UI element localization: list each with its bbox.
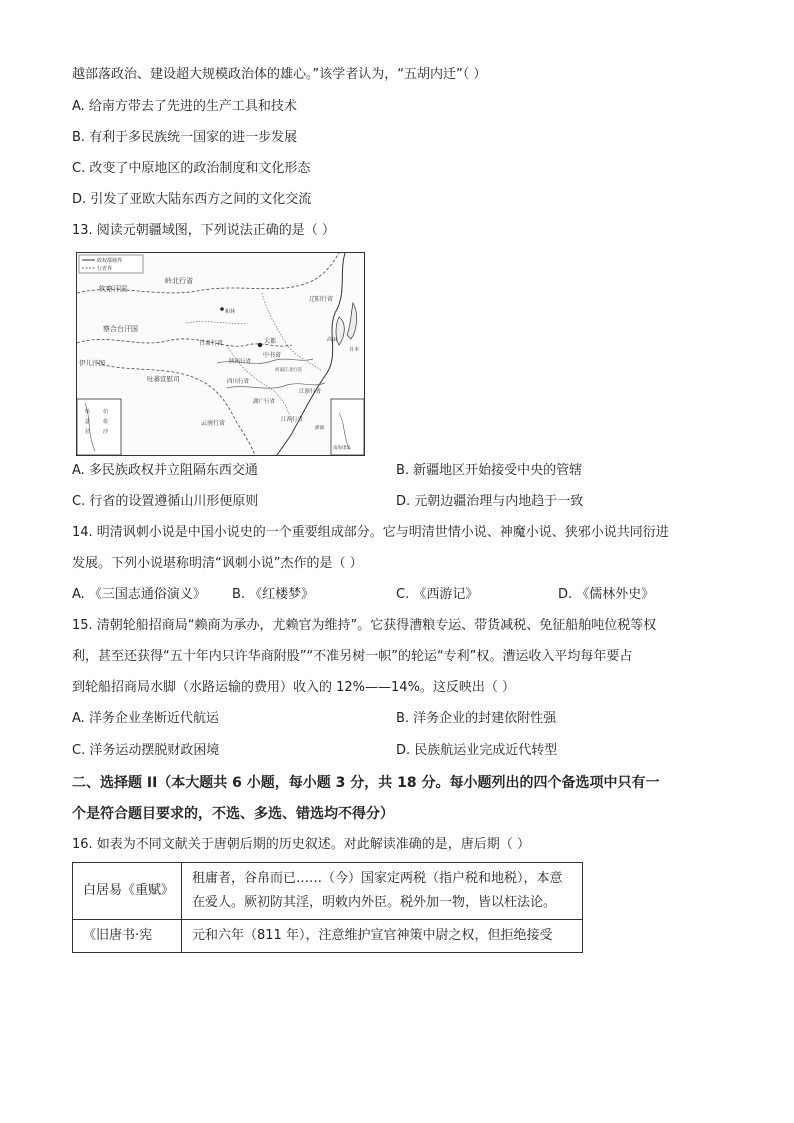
label-liaoyang: 辽阳行省 bbox=[309, 296, 334, 303]
label-inset-1: 哈 bbox=[85, 409, 91, 415]
label-japan: 日本 bbox=[349, 347, 360, 353]
label-inset-5: 依 bbox=[103, 419, 109, 425]
q15-option-b: B. 洋务企业的封建依附性强 bbox=[396, 711, 557, 726]
q14-option-a: A. 《三国志通俗演义》 bbox=[72, 587, 206, 602]
label-lingbei: 岭北行省 bbox=[165, 277, 193, 285]
section2-heading-line1: 二、选择题 II（本大题共 6 小题，每小题 3 分，共 18 分。每小题列出的四个备选项中只有一 bbox=[72, 775, 660, 791]
label-jiangxi: 江西行省 bbox=[281, 417, 304, 423]
label-chagatai: 察合台汗国 bbox=[103, 325, 138, 333]
label-shaanxi: 陕西行省 bbox=[229, 359, 252, 365]
capital-helin-marker bbox=[220, 307, 224, 311]
table-row bbox=[73, 863, 583, 920]
q14-stem-line2: 发展。下列小说堪称明清“讽刺小说”杰作的是（ ） bbox=[72, 556, 363, 571]
section2-heading-line2: 个是符合题目要求的，不选、多选、错选均不得分） bbox=[72, 806, 394, 822]
label-zhongshu: 中书省 bbox=[263, 352, 282, 359]
label-huguang: 湖广行省 bbox=[253, 399, 276, 405]
capital-dadu-marker bbox=[258, 343, 262, 347]
q14-option-c: C. 《西游记》 bbox=[396, 587, 479, 602]
label-jiangzhe: 江浙行省 bbox=[299, 389, 322, 395]
q14-stem-line1: 14. 明清讽刺小说是中国小说史的一个重要组成部分。它与明清世情小说、神魔小说、狭邪小说共同衍进 bbox=[72, 525, 669, 540]
label-tibet: 吐蕃宣慰司 bbox=[147, 375, 180, 383]
label-ilkhanate: 伊儿汗国 bbox=[79, 359, 105, 367]
q15-stem-line2: 利，甚至还获得“五十年内只许华商附股”“不准另树一帜”的轮运“专利”权。漕运收入平均每年要占 bbox=[72, 649, 633, 664]
label-goryeo: 高丽 bbox=[327, 337, 338, 343]
legend-capital-border: 政权都城界 bbox=[97, 258, 123, 264]
table-row bbox=[73, 920, 583, 953]
label-qincha: 钦察汗国 bbox=[99, 285, 127, 293]
q12-option-a: A. 给南方带去了先进的生产工具和技术 bbox=[72, 99, 297, 114]
q12-option-c: C. 改变了中原地区的政治制度和文化形态 bbox=[72, 161, 311, 176]
q15-option-c: C. 洋务运动摆脱财政困境 bbox=[72, 743, 220, 758]
q14-option-d: D. 《儒林外史》 bbox=[558, 587, 655, 602]
label-south-china-sea: 南海诸岛 bbox=[333, 446, 351, 451]
q13-stem: 13. 阅读元朝疆域图，下列说法正确的是（ ） bbox=[72, 223, 335, 238]
q15-stem-line1: 15. 清朝轮船招商局“赖商为承办，尤赖官为维持”。它获得漕粮专运、带货减税、免征船舶吨位税等权 bbox=[72, 618, 657, 633]
label-inset-3: 拉 bbox=[85, 429, 91, 435]
table-cell-content: 元和六年（811 年），注意维护宣官神策中尉之权，但拒绝接受 bbox=[182, 920, 583, 953]
table-cell-content: 租庸者，谷帛而已……（今）国家定两税（指户税和地税），本意在爱人。厥初防其淫，明敕内外臣。税外加一物，皆以枉法论。 bbox=[182, 863, 583, 920]
q16-source-table bbox=[72, 862, 583, 953]
label-helin: 和林 bbox=[225, 309, 236, 315]
q13-option-d: D. 元朝边疆治理与内地趋于一致 bbox=[396, 494, 584, 509]
q13-option-b: B. 新疆地区开始接受中央的管辖 bbox=[396, 463, 583, 478]
legend-province-border: 行省界 bbox=[97, 266, 113, 272]
label-yunnan: 云南行省 bbox=[201, 420, 226, 427]
q12-option-b: B. 有利于多民族统一国家的进一步发展 bbox=[72, 130, 298, 145]
q15-stem-line3: 到轮船招商局水脚（水路运输的费用）收入的 12%——14%。这反映出（ ） bbox=[72, 680, 516, 695]
q16-stem: 16. 如表为不同文献关于唐朝后期的历史叙述。对此解读准确的是，唐后期（ ） bbox=[72, 837, 530, 852]
label-penghu: 澎湖 bbox=[315, 426, 324, 431]
label-gansu: 甘肃行省 bbox=[199, 340, 224, 347]
map-drawing bbox=[77, 253, 364, 455]
label-henan-jiangbei: 河南江北行省 bbox=[275, 368, 302, 373]
q12-option-d: D. 引发了亚欧大陆东西方之间的文化交流 bbox=[72, 192, 312, 207]
q13-option-c: C. 行省的设置遵循山川形便原则 bbox=[72, 494, 259, 509]
label-sichuan: 四川行省 bbox=[227, 379, 250, 385]
label-inset-4: 伯 bbox=[103, 409, 109, 415]
q15-option-d: D. 民族航运业完成近代转型 bbox=[396, 743, 558, 758]
label-inset-6: 沙 bbox=[103, 429, 109, 435]
q12-stem-tail: 越部落政治、建设超大规模政治体的雄心。”该学者认为，“五胡内迁”（ ） bbox=[72, 67, 487, 82]
table-cell-source: 白居易《重赋》 bbox=[73, 863, 182, 920]
table-cell-source: 《旧唐书·宪 bbox=[73, 920, 182, 953]
q14-option-b: B. 《红楼梦》 bbox=[232, 587, 315, 602]
label-dadu: 大都 bbox=[264, 338, 277, 345]
label-inset-2: 瑟 bbox=[85, 419, 91, 425]
q15-option-a: A. 洋务企业垄断近代航运 bbox=[72, 711, 219, 726]
yuan-dynasty-map bbox=[76, 252, 365, 456]
q13-option-a: A. 多民族政权并立阻隔东西交通 bbox=[72, 463, 258, 478]
